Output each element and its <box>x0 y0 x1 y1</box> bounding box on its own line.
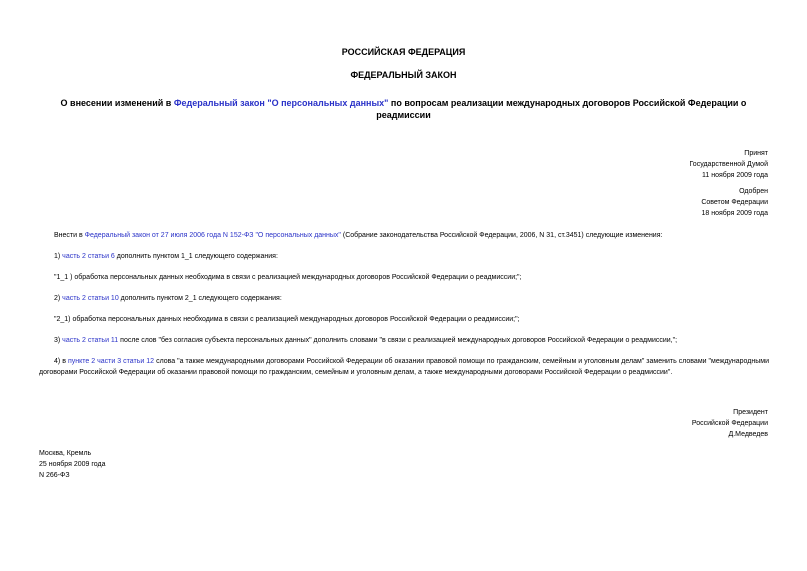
item-3-text: после слов "без согласия субъекта персональных данных" дополнить словами "в связи с реализацией международных договоров Российской Федерации о реадмиссии,"; <box>118 337 678 344</box>
intro-paragraph <box>39 230 769 241</box>
place-city: Москва, Кремль <box>39 450 92 457</box>
item-2-text: дополнить пунктом 2_1 следующего содержания: <box>118 295 282 302</box>
law-number: N 266-ФЗ <box>39 472 70 479</box>
intro-prefix: Внести в <box>54 232 85 239</box>
adopted-label: Принят <box>744 150 768 157</box>
law-title-prefix: О внесении изменений в <box>60 98 174 108</box>
place-date: 25 ноября 2009 года <box>39 461 106 468</box>
approved-block <box>701 186 768 219</box>
item-4-link[interactable]: пункте 2 части 3 статьи 12 <box>67 358 155 365</box>
item-1-number: 1) <box>54 253 63 260</box>
item-4-number: 4) в <box>54 358 68 365</box>
item-3-number: 3) <box>54 337 63 344</box>
quote-2: "2_1) обработка персональных данных необходима в связи с реализацией международных договоров Российской Федерации о реадмиссии;"; <box>54 316 520 323</box>
adopted-block <box>689 148 768 181</box>
country-heading: РОССИЙСКАЯ ФЕДЕРАЦИЯ <box>341 47 466 57</box>
item-2-number: 2) <box>54 295 63 302</box>
law-title-link[interactable]: Федеральный закон "О персональных данных" <box>173 98 389 108</box>
law-title <box>60 97 747 121</box>
item-3 <box>39 335 769 346</box>
place-date-block <box>39 448 105 481</box>
intro-suffix: (Собрание законодательства Российской Федерации, 2006, N 31, ст.3451) следующие изменения: <box>340 232 663 239</box>
signature-name: Д.Медведев <box>728 431 768 438</box>
intro-law-link[interactable]: Федеральный закон от 27 июля 2006 года N 152-ФЗ "О персональных данных" <box>84 232 341 239</box>
item-1 <box>39 251 769 262</box>
signature-org: Российской Федерации <box>691 420 768 427</box>
item-1-text: дополнить пунктом 1_1 следующего содержания: <box>114 253 278 260</box>
approved-label: Одобрен <box>739 188 768 195</box>
adopted-date: 11 ноября 2009 года <box>702 172 768 179</box>
item-4 <box>39 356 769 378</box>
doc-type-heading: ФЕДЕРАЛЬНЫЙ ЗАКОН <box>350 70 457 80</box>
item-2-link[interactable]: часть 2 статьи 10 <box>62 295 119 302</box>
item-4-text: слова "а также международными договорами Российской Федерации об оказании правовой помощи по гражданским, семейным и уголовным делам" заменить словами "международными договорами Российской Федерации об оказании правовой помощи по гражданским, семейным и уголовным делам, а также международными договорами Российской Федерации о реадмиссии". <box>39 358 770 376</box>
signature-title: Президент <box>733 409 768 416</box>
quote-1: "1_1 ) обработка персональных данных необходима в связи с реализацией международных договоров Российской Федерации о реадмиссии;"; <box>54 274 522 281</box>
item-2 <box>39 293 769 304</box>
law-title-suffix: по вопросам реализации международных договоров Российской Федерации о реадмиссии <box>376 98 747 120</box>
approved-body: Советом Федерации <box>701 199 768 206</box>
signature-block <box>692 407 768 440</box>
item-1-link[interactable]: часть 2 статьи 6 <box>62 253 115 260</box>
adopted-body: Государственной Думой <box>689 161 768 168</box>
approved-date: 18 ноября 2009 года <box>701 210 768 217</box>
item-3-link[interactable]: часть 2 статьи 11 <box>62 337 119 344</box>
